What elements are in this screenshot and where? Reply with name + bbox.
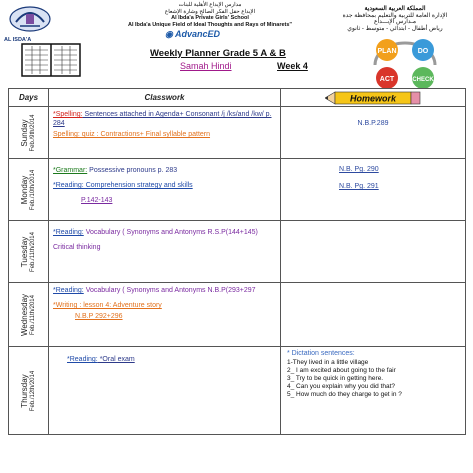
classwork-text: Vocabulary ( Synonyms and Antonyms R.S.P(144+145)	[83, 229, 258, 236]
table-row	[9, 221, 466, 283]
advanced-label	[165, 29, 220, 40]
classwork-subject: *Reading:	[53, 229, 84, 236]
day-label	[21, 232, 37, 272]
classwork-text: Critical thinking	[53, 244, 101, 251]
header-days: Days	[9, 89, 49, 107]
classwork-text: *Writing : lesson 4: Adventure story	[53, 302, 162, 309]
pdca-act: ACT	[379, 76, 395, 83]
classwork-subject: *Reading:	[67, 356, 98, 363]
school-name	[80, 2, 340, 28]
school-ar-line: مدارس الإبداع الأهلية للبنات	[178, 2, 242, 8]
list-item: 1-They lived in a little village	[287, 359, 369, 366]
teacher-name: Samah Hindi	[180, 61, 232, 71]
classwork-cell	[49, 347, 281, 435]
homework-cell	[281, 283, 466, 347]
day-date: Feb./11th/2014	[29, 231, 36, 272]
pdca-check: CHECK	[412, 77, 434, 83]
ministry-line: مـدارس الإبـــداع	[373, 19, 417, 25]
classwork-text: Spelling: quiz : Contractions+ Final syllable pattern	[53, 131, 211, 138]
homework-text: N.B. Pg. 291	[339, 183, 379, 190]
day-cell	[9, 159, 49, 221]
table-row	[9, 107, 466, 159]
day-name: Sunday	[19, 118, 29, 147]
classwork-text: Possessive pronouns p. 283	[87, 167, 178, 174]
school-en-line: Al Ibda'a Private Girls' School	[171, 15, 249, 21]
day-label	[21, 370, 37, 410]
day-name: Tuesday	[19, 236, 29, 267]
classwork-text: N.B.P 292+296	[75, 313, 123, 320]
day-cell	[9, 221, 49, 283]
day-date: Feb./12th/2014	[29, 370, 36, 411]
dictation-list	[287, 359, 459, 399]
dictation-title: * Dictation sentences:	[287, 350, 355, 357]
day-cell	[9, 347, 49, 435]
book-icon	[20, 40, 82, 80]
school-ar-line: الإبداع حقل الفكر الصالح وشارة الإشعاع	[164, 8, 256, 15]
day-cell	[9, 283, 49, 347]
ministry-block	[325, 6, 465, 32]
homework-cell	[281, 107, 466, 159]
ministry-line: الإدارة العامة للتربية والتعليم بمحافظة جدة	[342, 12, 448, 19]
table-row	[9, 159, 466, 221]
list-item: 4_ Can you explain why you did that?	[287, 383, 396, 390]
header-classwork: Classwork	[49, 89, 281, 107]
homework-cell	[281, 347, 466, 435]
table-row	[9, 347, 466, 435]
school-logo-icon	[6, 2, 54, 36]
ministry-line: رياض أطفال - ابتدائي - متوسط - ثانوي	[347, 25, 443, 32]
classwork-text: *Oral exam	[97, 356, 135, 363]
day-label	[21, 114, 37, 151]
table-row	[9, 283, 466, 347]
classwork-cell	[49, 107, 281, 159]
classwork-text: Vocabulary ( Synonyms and Antonyms N.B.P(293+297	[83, 287, 256, 294]
list-item: 2_ I am excited about going to the fair	[287, 367, 396, 374]
homework-label: Homework	[349, 93, 397, 103]
header-homework	[281, 89, 466, 107]
advanced-icon: ◉	[165, 29, 173, 39]
advanced-text: AdvancED	[175, 29, 221, 39]
day-name: Wednesday	[19, 293, 29, 336]
homework-text: N.B. Pg. 290	[339, 166, 379, 173]
table-header-row	[9, 89, 466, 107]
week-label: Week 4	[277, 61, 308, 71]
pdca-plan: PLAN	[377, 48, 397, 55]
planner-title: Weekly Planner Grade 5 A & B	[150, 48, 286, 59]
day-label	[21, 293, 37, 335]
pencil-icon	[325, 91, 421, 105]
logo-text: AL ISDA'A	[4, 37, 32, 43]
pdca-do: DO	[417, 48, 429, 55]
homework-text: N.B.P.289	[357, 120, 389, 127]
classwork-cell	[49, 159, 281, 221]
planner-table	[8, 88, 466, 435]
list-item: 3_ Try to be quick in getting here.	[287, 375, 384, 382]
classwork-cell	[49, 283, 281, 347]
classwork-text: Sentences attached in Agenda+ Consonant /j /ks/and /kw/ p. 284	[53, 111, 272, 127]
day-date: Feb./11th/2014	[29, 294, 36, 335]
homework-cell	[281, 159, 466, 221]
classwork-cell	[49, 221, 281, 283]
classwork-text: P.142-143	[81, 197, 113, 204]
classwork-subject: *Grammar:	[53, 167, 88, 174]
day-date: Feb./9th/2014	[29, 113, 36, 152]
day-date: Feb./10th/2014	[29, 169, 36, 210]
homework-cell	[281, 221, 466, 283]
classwork-text: *Reading: Comprehension strategy and skills	[53, 182, 193, 189]
day-label	[21, 169, 37, 209]
classwork-subject: *Spelling:	[53, 111, 83, 118]
school-en-line: Al Ibda'a Unique Field of Ideal Thoughts and Rays of Minarets"	[127, 21, 293, 28]
day-name: Thursday	[19, 373, 29, 408]
day-name: Monday	[19, 175, 29, 204]
ministry-line: المملكة العربية السعودية	[364, 6, 426, 12]
classwork-subject: *Reading:	[53, 287, 84, 294]
pdca-cycle-icon	[355, 36, 455, 94]
list-item: 5_ How much do they charge to get in ?	[287, 391, 402, 398]
day-cell	[9, 107, 49, 159]
